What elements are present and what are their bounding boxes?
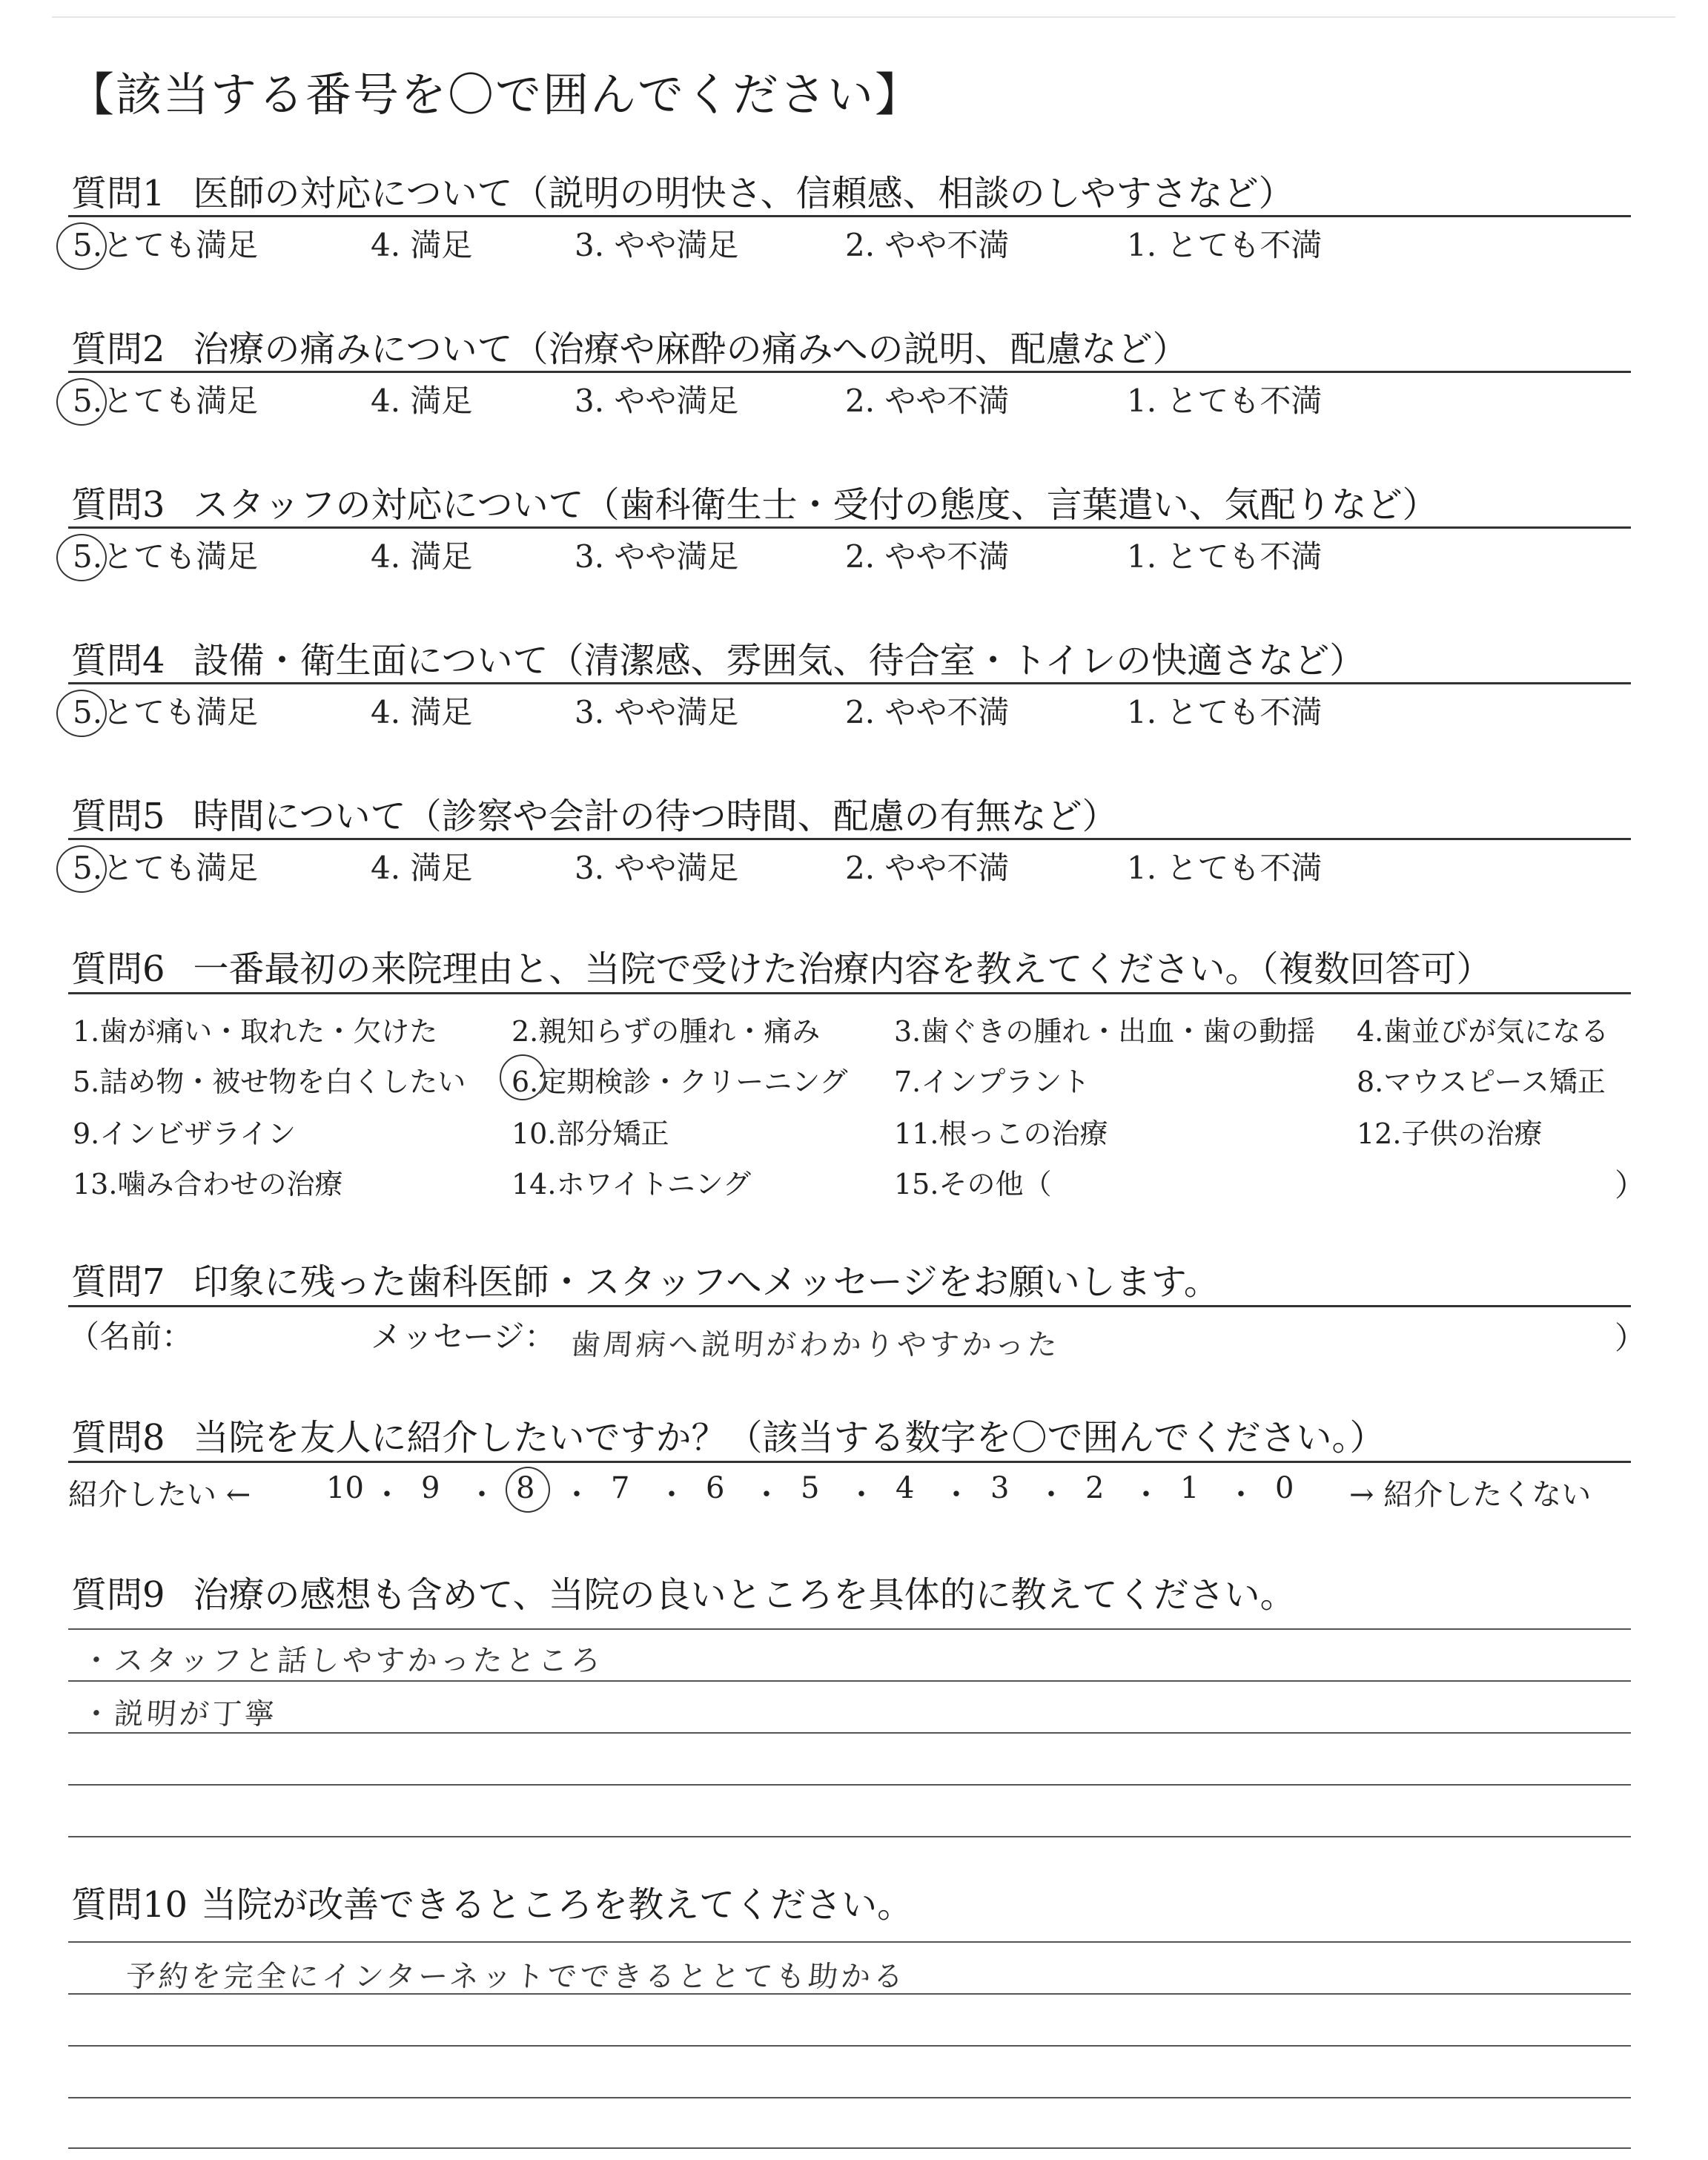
scale-value[interactable]: 3 [990,1471,1010,1505]
scale-value[interactable]: 4 [896,1471,915,1505]
reason-option[interactable] [512,1008,820,1049]
satisfaction-option[interactable]: 5.とても満足 [73,694,259,730]
form-title: 【該当する番号を〇で囲んでください】 [68,67,923,122]
reason-label: ホワイトニング [556,1168,752,1200]
question-text: 治療の感想も含めて、当院の良いところを具体的に教えてください。 [193,1574,1296,1616]
question-2-header [71,320,1188,371]
satisfaction-option[interactable]: 2. やや不満 [845,694,1010,730]
satisfaction-option[interactable]: 3. やや満足 [575,538,739,575]
reason-number: 5. [73,1066,100,1098]
question-text: 医師の対応について（説明の明快さ、信頼感、相談のしやすさなど） [193,173,1294,214]
question-5-header [71,787,1118,839]
scale-value[interactable]: 8 [516,1471,535,1505]
scale-value[interactable]: 7 [611,1471,630,1505]
reason-label: 定期検診・クリーニング [538,1066,848,1098]
satisfaction-option[interactable]: 5.とても満足 [73,538,259,575]
satisfaction-option[interactable]: 2. やや不満 [845,850,1010,886]
satisfaction-option[interactable]: 1. とても不満 [1127,850,1323,886]
scale-separator: ・ [467,1478,497,1512]
question-1-header [71,165,1294,216]
reason-label: インビザライン [99,1117,297,1150]
question-9-header [71,1566,1296,1617]
scale-separator: ・ [1131,1478,1161,1512]
reason-option[interactable] [1357,1059,1606,1100]
satisfaction-option[interactable]: 1. とても不満 [1127,227,1323,263]
reason-number: 10. [512,1117,557,1150]
satisfaction-option[interactable]: 2. やや不満 [845,227,1010,263]
reason-option[interactable] [73,1059,466,1100]
question-number: 質問8 [71,1417,165,1459]
scale-value[interactable]: 0 [1275,1471,1294,1505]
selection-circle [56,690,107,737]
answer-line [68,1941,1631,1943]
reason-number: 11. [894,1117,939,1150]
reason-label: マウスピース矯正 [1383,1066,1606,1098]
question-text: 印象に残った歯科医師・スタッフへメッセージをお願いします。 [193,1261,1219,1303]
question-number: 質問9 [71,1574,165,1616]
reason-label: 部分矯正 [556,1117,669,1150]
message-handwritten: 歯周病へ説明がわかりやすかった [569,1328,1062,1362]
scale-separator: ・ [372,1478,402,1512]
question-text: スタッフの対応について（歯科衛生士・受付の態度、言葉遣い、気配りなど） [193,484,1438,526]
reason-label: インプラント [921,1066,1090,1098]
reason-number: 13. [73,1168,118,1200]
reason-option[interactable] [1357,1111,1542,1152]
question-number: 質問10 [71,1884,188,1926]
satisfaction-option[interactable]: 2. やや不満 [845,383,1010,419]
satisfaction-option[interactable]: 3. やや満足 [575,227,739,263]
satisfaction-option[interactable]: 2. やや不満 [845,538,1010,575]
question-number: 質問2 [71,328,165,370]
satisfaction-option[interactable]: 5.とても満足 [73,383,259,419]
question-text: 一番最初の来院理由と、当院で受けた治療内容を教えてください。（複数回答可） [193,948,1492,990]
question-6-header [71,940,1492,991]
reason-label: 詰め物・被せ物を白くしたい [99,1066,466,1098]
question-3-header [71,476,1438,527]
reason-option[interactable] [73,1161,342,1202]
scale-separator: ・ [562,1478,592,1512]
question-8-rule [68,1461,1631,1463]
reason-number: 15. [894,1168,939,1200]
question-text: 設備・衛生面について（清潔感、雰囲気、待合室・トイレの快適さなど） [193,640,1366,681]
reason-number: 2. [512,1015,539,1048]
reason-number: 4. [1357,1015,1384,1048]
satisfaction-option[interactable]: 1. とても不満 [1127,694,1323,730]
scale-value[interactable]: 2 [1085,1471,1105,1505]
satisfaction-option[interactable]: 5.とても満足 [73,227,259,263]
selection-circle [500,1054,546,1100]
satisfaction-option[interactable]: 3. やや満足 [575,383,739,419]
question-number: 質問6 [71,948,165,990]
satisfaction-option[interactable]: 3. やや満足 [575,694,739,730]
scale-separator: ・ [752,1478,781,1512]
reason-label: 根っこの治療 [939,1117,1108,1150]
satisfaction-option[interactable]: 4. 満足 [371,850,473,886]
satisfaction-option[interactable]: 3. やや満足 [575,850,739,886]
question-number: 質問1 [71,173,165,214]
answer-line [68,1836,1631,1837]
reason-option[interactable] [894,1059,1090,1100]
q9-answer-1: ・スタッフと話しやすかったところ [80,1644,605,1678]
question-4-header [71,632,1365,683]
question-7-header [71,1253,1219,1304]
top-border [52,16,1675,18]
answer-line [68,2097,1631,2098]
q9-answer-2: ・説明が丁寧 [80,1697,279,1731]
scale-value[interactable]: 1 [1180,1471,1199,1505]
question-3-rule [68,526,1631,529]
satisfaction-option[interactable]: 4. 満足 [371,538,473,575]
question-number: 質問3 [71,484,165,526]
reason-option[interactable] [512,1059,848,1100]
reason-label: その他（ [939,1168,1052,1200]
reason-option[interactable] [894,1111,1108,1152]
reason-label: 歯ぐきの腫れ・出血・歯の動揺 [921,1015,1316,1048]
scale-value[interactable]: 5 [801,1471,820,1505]
answer-line [68,1628,1631,1630]
reason-option[interactable] [894,1008,1315,1049]
reason-number: 6. [512,1066,539,1098]
scale-separator: ・ [657,1478,686,1512]
question-8-header [71,1409,1386,1460]
reason-number: 9. [73,1117,100,1150]
reasons-close-paren: ） [1615,1167,1646,1203]
reason-option[interactable] [512,1111,669,1152]
reason-option[interactable] [1357,1008,1609,1049]
reason-label: 歯並びが気になる [1383,1015,1609,1048]
selection-circle [56,845,107,893]
message-close-paren: ） [1615,1320,1646,1356]
reason-option[interactable] [512,1161,751,1202]
reason-number: 8. [1357,1066,1384,1098]
satisfaction-option[interactable]: 4. 満足 [371,383,473,419]
name-label: （名前： [68,1318,193,1355]
satisfaction-option[interactable]: 1. とても不満 [1127,383,1323,419]
question-text: 時間について（診察や会計の待つ時間、配慮の有無など） [193,796,1118,837]
question-2-rule [68,371,1631,373]
reason-label: 噛み合わせの治療 [117,1168,343,1200]
selection-circle [56,222,107,270]
reason-number: 12. [1357,1117,1402,1150]
reason-number: 14. [512,1168,557,1200]
question-6-rule [68,992,1631,994]
scale-value[interactable]: 10 [326,1471,364,1505]
reason-number: 7. [894,1066,921,1098]
question-text: 治療の痛みについて（治療や麻酔の痛みへの説明、配慮など） [193,328,1188,370]
question-7-rule [68,1305,1631,1307]
message-label: メッセージ： [371,1318,556,1355]
scale-separator: ・ [847,1478,876,1512]
recommend-left-label: 紹介したい ← [68,1478,251,1512]
answer-line [68,1732,1631,1734]
question-5-rule [68,838,1631,840]
reason-option[interactable] [73,1008,437,1049]
question-number: 質問7 [71,1261,165,1303]
question-1-rule [68,215,1631,217]
satisfaction-option[interactable]: 1. とても不満 [1127,538,1323,575]
question-4-rule [68,682,1631,684]
q10-answer-1: 予約を完全にインターネットでできるととても助かる [125,1960,907,1994]
question-text: 当院を友人に紹介したいですか？（該当する数字を〇で囲んでください。） [193,1417,1386,1459]
reason-option[interactable] [894,1161,1051,1202]
answer-line [68,1680,1631,1682]
scale-value[interactable]: 9 [421,1471,440,1505]
reason-number: 3. [894,1015,921,1048]
satisfaction-option[interactable]: 5.とても満足 [73,850,259,886]
answer-line [68,2147,1631,2149]
satisfaction-option[interactable]: 4. 満足 [371,694,473,730]
reason-number: 1. [73,1015,100,1048]
reason-label: 歯が痛い・取れた・欠けた [99,1015,438,1048]
selection-circle [56,378,107,426]
reason-label: 親知らずの腫れ・痛み [538,1015,821,1048]
question-text: 当院が改善できるところを教えてください。 [201,1884,913,1926]
answer-line [68,2045,1631,2047]
scale-separator: ・ [941,1478,971,1512]
reason-label: 子供の治療 [1401,1117,1543,1150]
reason-option[interactable] [73,1111,296,1152]
selection-circle [56,534,107,581]
scale-value[interactable]: 6 [706,1471,725,1505]
question-number: 質問5 [71,796,165,837]
satisfaction-option[interactable]: 4. 満足 [371,227,473,263]
question-number: 質問4 [71,640,165,681]
recommend-right-label: → 紹介したくない [1349,1478,1592,1512]
scale-separator: ・ [1036,1478,1066,1512]
answer-line [68,1784,1631,1786]
question-10-header [71,1876,913,1927]
scale-separator: ・ [1226,1478,1256,1512]
selection-circle [506,1467,550,1513]
